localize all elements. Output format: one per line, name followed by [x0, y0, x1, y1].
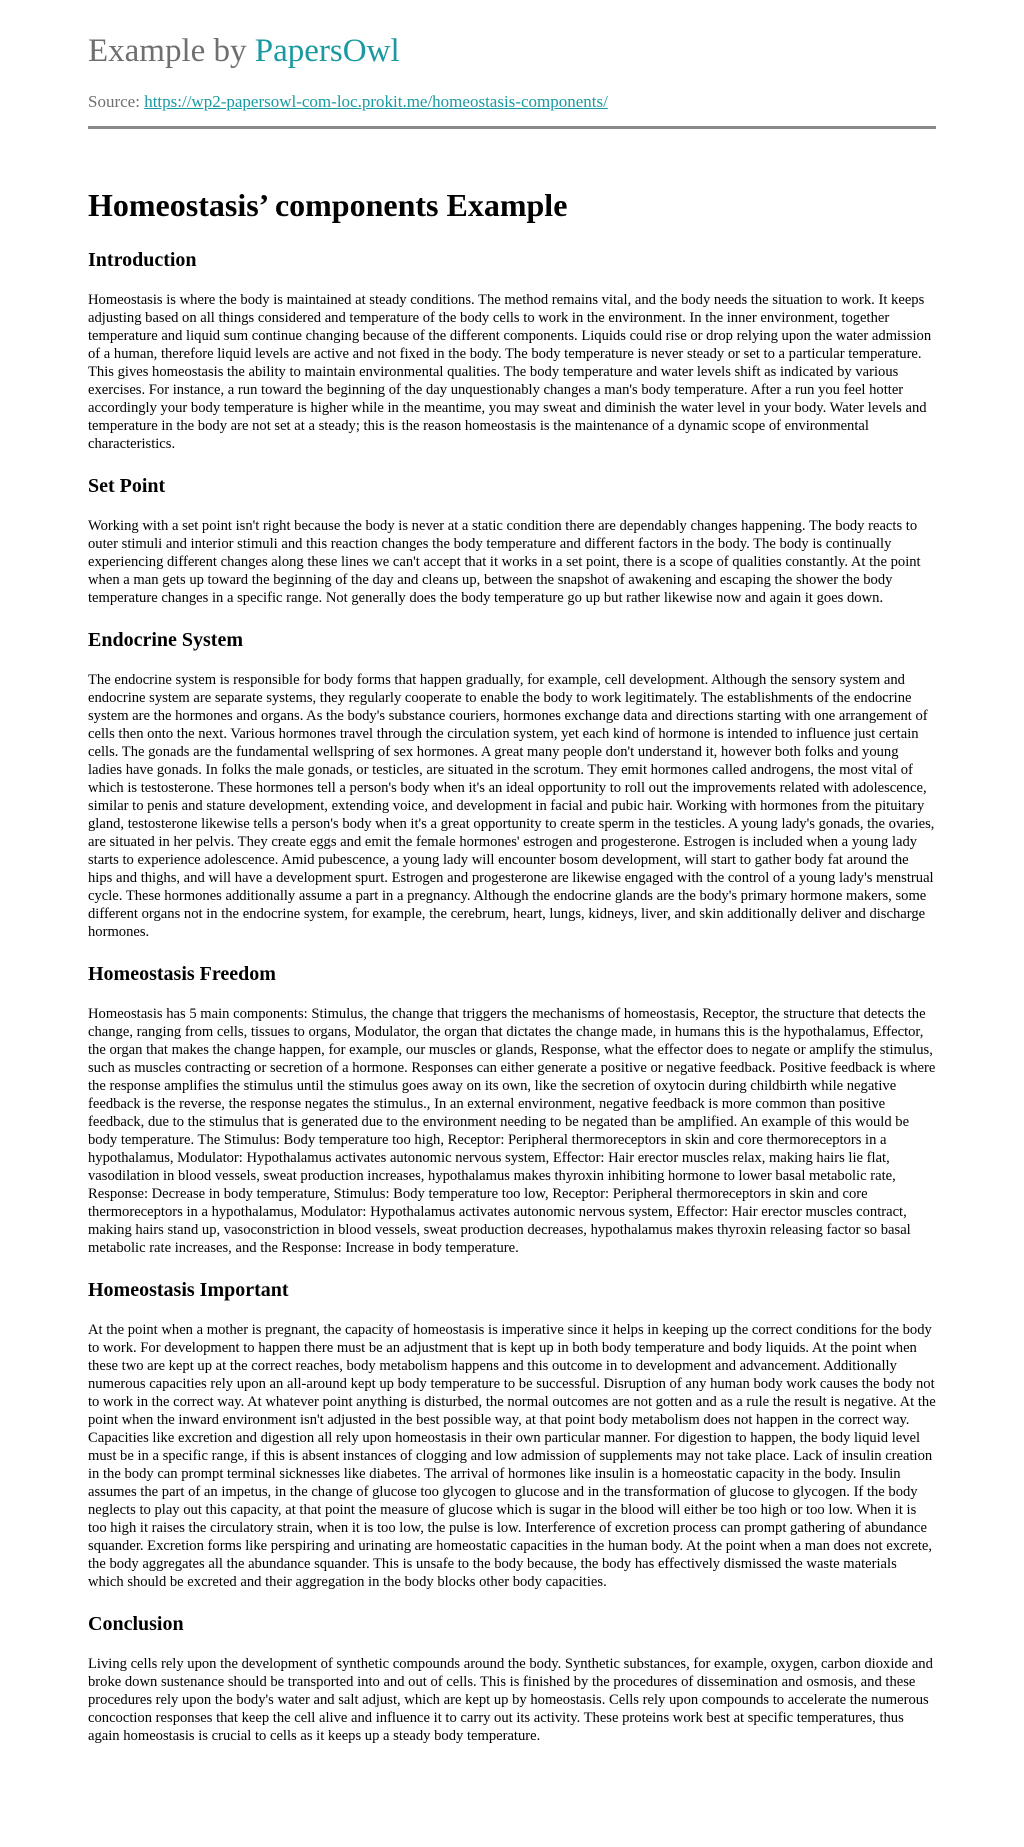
section-heading: Homeostasis Important: [88, 1279, 289, 1301]
section-body: Homeostasis has 5 main components: Stimulus, the change that triggers the mechanisms of homeostasis, Receptor, the structure that detects the change, ranging from cells, tissues to organs, Modulator, the organ that dictates the change made, in humans this is the hypothalamus, Effector, the organ that makes the change happen, for example, our muscles or glands, Response, what the effector does to negate or amplify the stimulus, such as muscles contracting or secretion of a hormone. Responses can either generate a positive or negative feedback. Positive feedback is where the response amplifies the stimulus until the stimulus goes away on its own, like the secretion of oxytocin during childbirth while negative feedback is the reverse, the response negates the stimulus., In an external environment, negative feedback is more common than positive feedback, due to the stimulus that is generated due to the environment needing to be negated than be amplified. An example of this would be body temperature. The Stimulus: Body temperature too high, Receptor: Peripheral thermoreceptors in skin and core thermoreceptors in a hypothalamus, Modulator: Hypothalamus activates autonomic nervous system, Effector: Hair erector muscles relax, making hairs lie flat, vasodilation in blood vessels, sweat production increases, hypothalamus makes thyroxin inhibiting hormone to lower basal metabolic rate, Response: Decrease in body temperature, Stimulus: Body temperature too low, Receptor: Peripheral thermoreceptors in skin and core thermoreceptors in a hypothalamus, Modulator: Hypothalamus activates autonomic nervous system, Effector: Hair erector muscles contract, making hairs stand up, vasoconstriction in blood vessels, sweat production decreases, hypothalamus makes thyroxin releasing factor so basal metabolic rate increases, and the Response: Increase in body temperature.: [88, 1006, 936, 1256]
section-endocrine-system: [88, 627, 936, 941]
brand-prefix: Example by: [88, 33, 255, 69]
section-body: Working with a set point isn't right because the body is never at a static condition there are dependably changes happening. The body reacts to outer stimuli and interior stimuli and this reaction changes the body temperature and different factors in the body. The body is continually experiencing different changes along these lines we can't accept that it works in a set point, there is a scope of qualities constantly. At the point when a man gets up toward the beginning of the day and cleans up, between the snapshot of awakening and escaping the shower the body temperature changes in a specific range. Not generally does the body temperature go up but rather likewise now and again it goes down.: [88, 518, 921, 606]
document-title: Homeostasis’ components Example: [88, 187, 568, 223]
brand-name: PapersOwl: [254, 33, 400, 69]
document-page: [88, 0, 936, 1745]
source-line: [88, 92, 936, 112]
section-conclusion: [88, 1611, 936, 1745]
section-body: Living cells rely upon the development of synthetic compounds around the body. Synthetic substances, for example, oxygen, carbon dioxide and broke down sustenance should be transported into and out of cells. This is finished by the procedures of dissemination and osmosis, and these procedures rely upon the body's water and salt adjust, which are kept up by homeostasis. Cells rely upon compounds to accelerate the numerous concoction responses that keep the cell alive and influence it to carry out its activity. These proteins work best at specific temperatures, thus again homeostasis is crucial to cells as it keeps up a steady body temperature.: [88, 1656, 933, 1744]
section-set-point: [88, 473, 936, 607]
brand-header: [88, 0, 936, 72]
header-divider: [88, 126, 936, 129]
section-introduction: [88, 247, 936, 453]
section-heading: Set Point: [88, 475, 166, 497]
source-label: Source:: [88, 92, 145, 111]
section-heading: Endocrine System: [88, 629, 243, 651]
section-heading: Homeostasis Freedom: [88, 963, 276, 985]
section-homeostasis-freedom: [88, 961, 936, 1257]
section-body: The endocrine system is responsible for body forms that happen gradually, for example, cell development. Although the sensory system and endocrine system are separate systems, they regularly cooperate to enable the body to work legitimately. The establishments of the endocrine system are the hormones and organs. As the body's substance couriers, hormones exchange data and directions starting with one arrangement of cells then onto the next. Various hormones travel through the circulation system, yet each kind of hormone is intended to influence just certain cells. The gonads are the fundamental wellspring of sex hormones. A great many people don't understand it, however both folks and young ladies have gonads. In folks the male gonads, or testicles, are situated in the scrotum. They emit hormones called androgens, the most vital of which is testosterone. These hormones tell a person's body when it's an ideal opportunity to roll out the improvements related with adolescence, similar to penis and stature development, extending voice, and development in facial and pubic hair. Working with hormones from the pituitary gland, testosterone likewise tells a person's body when it's a great opportunity to create sperm in the testicles. A young lady's gonads, the ovaries, are situated in her pelvis. They create eggs and emit the female hormones' estrogen and progesterone. Estrogen is included when a young lady starts to experience adolescence. Amid pubescence, a young lady will encounter bosom development, will start to gather body fat around the hips and thighs, and will have a development spurt. Estrogen and progesterone are likewise engaged with the control of a young lady's menstrual cycle. These hormones additionally assume a part in a pregnancy. Although the endocrine glands are the body's primary hormone makers, some different organs not in the endocrine system, for example, the cerebrum, heart, lungs, kidneys, liver, and skin additionally deliver and discharge hormones.: [88, 672, 935, 940]
source-link[interactable]: https://wp2-papersowl-com-loc.prokit.me/homeostasis-components/: [144, 92, 608, 111]
section-homeostasis-important: [88, 1277, 936, 1591]
section-body: At the point when a mother is pregnant, the capacity of homeostasis is imperative since it helps in keeping up the correct conditions for the body to work. For development to happen there must be an adjustment that is kept up in both body temperature and body liquids. At the point when these two are kept up at the correct reaches, body metabolism happens and this outcome in to development and advancement. Additionally numerous capacities rely upon an all-around kept up body temperature to be successful. Disruption of any human body work causes the body not to work in the correct way. At whatever point anything is disturbed, the normal outcomes are not gotten and as a rule the result is negative. At the point when the inward environment isn't adjusted in the best possible way, at that point body metabolism does not happen in the correct way. Capacities like excretion and digestion all rely upon homeostasis in their own particular manner. For digestion to happen, the body liquid level must be in a specific range, if this is absent instances of clogging and low admission of supplements may not take place. Lack of insulin creation in the body can prompt terminal sicknesses like diabetes. The arrival of hormones like insulin is a homeostatic capacity in the body. Insulin assumes the part of an impetus, in the change of glucose too glycogen to glucose and in the transformation of glucose to glycogen. If the body neglects to play out this capacity, at that point the measure of glucose which is sugar in the blood will either be too high or too low. When it is too high it raises the circulatory strain, when it is too low, the pulse is low. Interference of excretion process can prompt gathering of abundance squander. Excretion forms like perspiring and urinating are homeostatic capacities in the human body. At the point when a man does not excrete, the body aggregates all the abundance squander. This is unsafe to the body because, the body has effectively dismissed the waste materials which should be excreted and their aggregation in the body blocks other body capacities.: [88, 1322, 936, 1590]
section-heading: Introduction: [88, 249, 197, 271]
section-body: Homeostasis is where the body is maintained at steady conditions. The method remains vital, and the body needs the situation to work. It keeps adjusting based on all things considered and temperature of the body cells to work in the environment. In the inner environment, together temperature and liquid sum continue changing because of the different components. Liquids could rise or drop relying upon the water admission of a human, therefore liquid levels are active and not fixed in the body. The body temperature is never steady or set to a particular temperature. This gives homeostasis the ability to maintain environmental qualities. The body temperature and water levels shift as indicated by various exercises. For instance, a run toward the beginning of the day unquestionably changes a man's body temperature. After a run you feel hotter accordingly your body temperature is higher while in the meantime, you may sweat and diminish the water level in your body. Water levels and temperature in the body are not set at a steady; this is the reason homeostasis is the maintenance of a dynamic scope of environmental characteristics.: [88, 292, 932, 452]
section-heading: Conclusion: [88, 1613, 184, 1635]
